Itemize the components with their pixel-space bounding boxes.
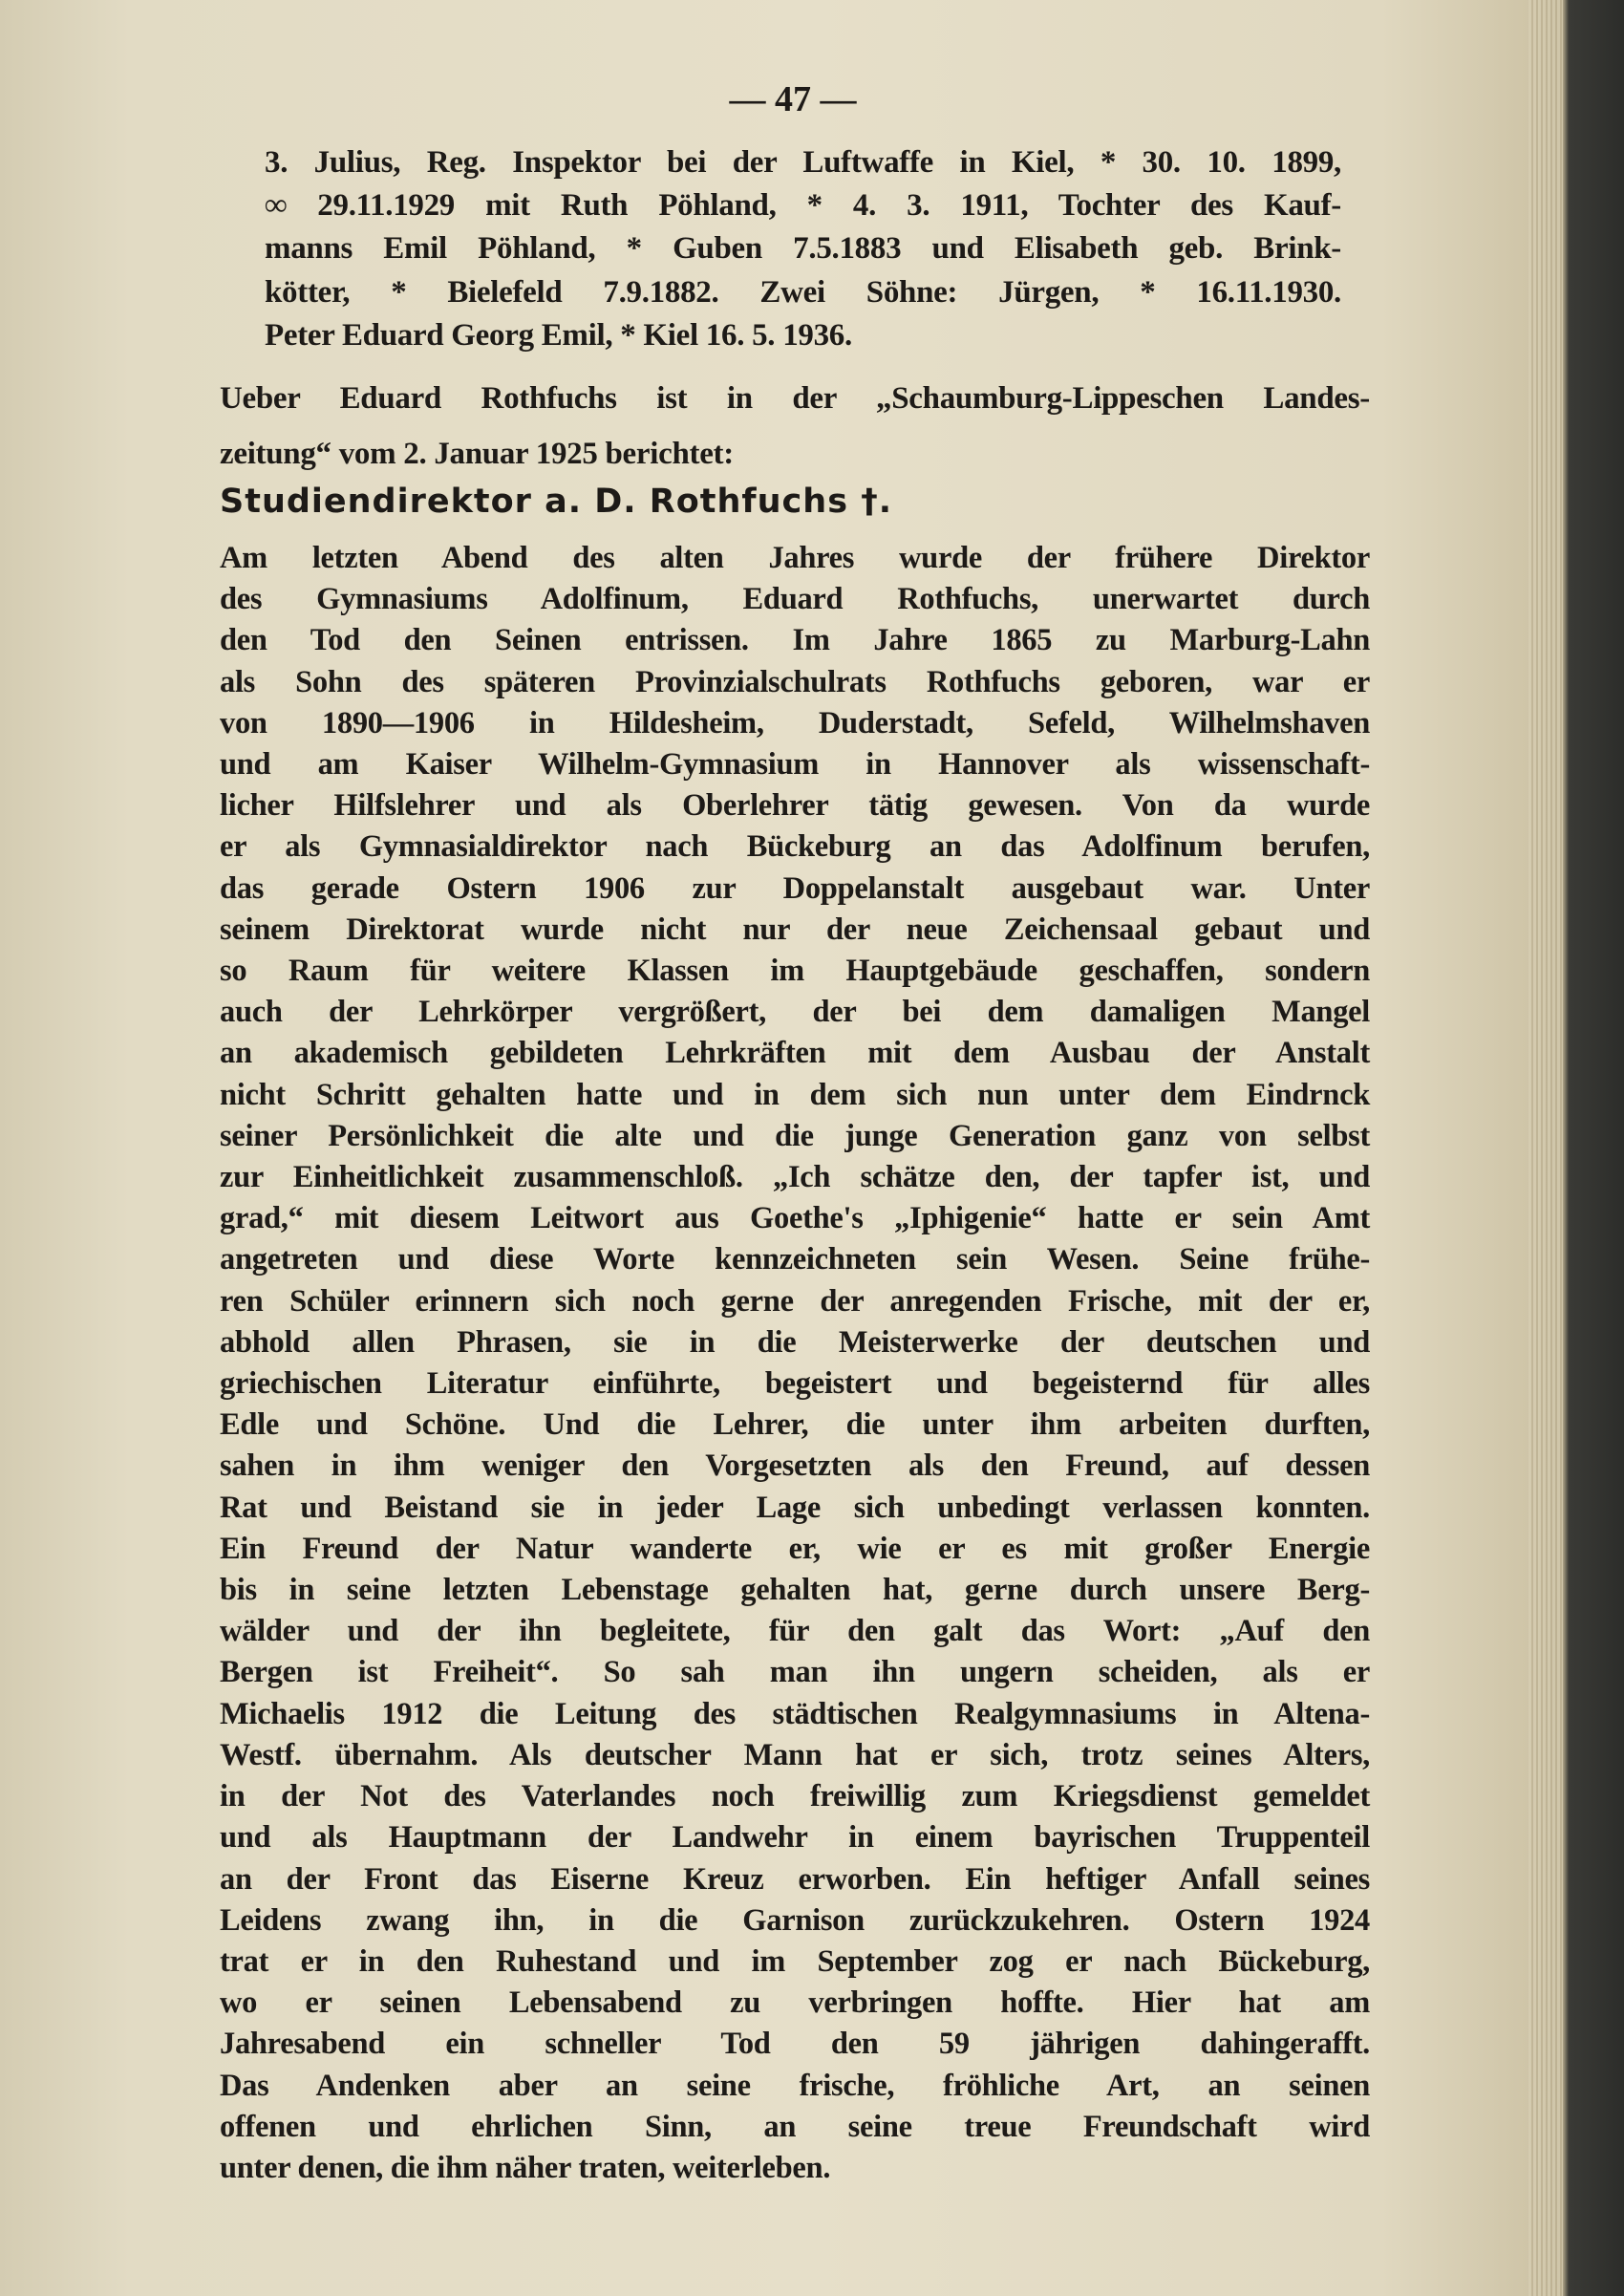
article-body bbox=[220, 538, 1370, 2189]
text-line: seiner Persönlichkeit die alte und die junge Generation ganz von selbst bbox=[220, 1118, 1370, 1153]
text-line: und als Hauptmann der Landwehr in einem bayrischen Truppenteil bbox=[220, 1820, 1370, 1856]
text-line: Bergen ist Freiheit“. So sah man ihn ungern scheiden, als er bbox=[220, 1655, 1370, 1690]
article-heading: Studiendirektor a. D. Rothfuchs †. bbox=[220, 483, 893, 521]
text-line: er als Gymnasialdirektor nach Bückeburg an das Adolfinum berufen, bbox=[220, 829, 1370, 865]
text-line: Leidens zwang ihn, in die Garnison zurückzukehren. Ostern 1924 bbox=[220, 1902, 1370, 1938]
page-number: — 47 — bbox=[729, 79, 857, 119]
text-line: angetreten und diese Worte kennzeichneten sein Wesen. Seine frühe- bbox=[220, 1242, 1370, 1277]
text-line: so Raum für weitere Klassen im Hauptgebäude geschaffen, sondern bbox=[220, 954, 1370, 989]
text-line: wälder und der ihn begleitete, für den galt das Wort: „Auf den bbox=[220, 1614, 1370, 1649]
text-line: Ueber Eduard Rothfuchs ist in der „Schaumburg-Lippeschen Landes- bbox=[220, 381, 1370, 416]
text-line: ∞ 29.11.1929 mit Ruth Pöhland, * 4. 3. 1911, Tochter des Kauf- bbox=[265, 188, 1341, 224]
family-entry-paragraph bbox=[265, 141, 1341, 357]
text-line: zur Einheitlichkeit zusammenschloß. „Ich schätze den, der tapfer ist, und bbox=[220, 1160, 1370, 1195]
text-line: von 1890—1906 in Hildesheim, Duderstadt, Sefeld, Wilhelmshaven bbox=[220, 705, 1370, 740]
text-line: bis in seine letzten Lebenstage gehalten hat, gerne durch unsere Berg- bbox=[220, 1573, 1370, 1608]
text-line: das gerade Ostern 1906 zur Doppelanstalt ausgebaut war. Unter bbox=[220, 870, 1370, 906]
text-line: licher Hilfslehrer und als Oberlehrer tätig gewesen. Von da wurde bbox=[220, 788, 1370, 824]
text-line: Michaelis 1912 die Leitung des städtischen Realgymnasiums in Altena- bbox=[220, 1696, 1370, 1731]
text-line: nicht Schritt gehalten hatte und in dem sich nun unter dem Eindrnck bbox=[220, 1077, 1370, 1112]
text-line: und am Kaiser Wilhelm-Gymnasium in Hannover als wissenschaft- bbox=[220, 747, 1370, 783]
text-line: 3. Julius, Reg. Inspektor bei der Luftwaffe in Kiel, * 30. 10. 1899, bbox=[265, 145, 1341, 180]
text-line: Am letzten Abend des alten Jahres wurde der frühere Direktor bbox=[220, 541, 1370, 575]
text-line: auch der Lehrkörper vergrößert, der bei dem damaligen Mangel bbox=[220, 995, 1370, 1030]
book-page-edge bbox=[1528, 0, 1563, 2296]
text-line: trat er in den Ruhestand und im September zog er nach Bückeburg, bbox=[220, 1943, 1370, 1979]
text-line: kötter, * Bielefeld 7.9.1882. Zwei Söhne: Jürgen, * 16.11.1930. bbox=[265, 274, 1341, 310]
text-line: den Tod den Seinen entrissen. Im Jahre 1865 zu Marburg-Lahn bbox=[220, 623, 1370, 658]
text-line: sahen in ihm weniger den Vorgesetzten als den Freund, auf dessen bbox=[220, 1448, 1370, 1484]
text-line: wo er seinen Lebensabend zu verbringen hoffte. Hier hat am bbox=[220, 1985, 1370, 2021]
text-line: ren Schüler erinnern sich noch gerne der anregenden Frische, mit der er, bbox=[220, 1283, 1370, 1319]
intro-paragraph bbox=[220, 371, 1370, 482]
text-line: Das Andenken aber an seine frische, fröhliche Art, an seinen bbox=[220, 2068, 1370, 2103]
text-line: unter denen, die ihm näher traten, weiterleben. bbox=[220, 2150, 831, 2185]
text-line: Ein Freund der Natur wanderte er, wie er es mit großer Energie bbox=[220, 1531, 1370, 1566]
text-line: Westf. übernahm. Als deutscher Mann hat er sich, trotz seines Alters, bbox=[220, 1737, 1370, 1772]
text-line: an der Front das Eiserne Kreuz erworben. Ein heftiger Anfall seines bbox=[220, 1861, 1370, 1897]
text-line: in der Not des Vaterlandes noch freiwillig zum Kriegsdienst gemeldet bbox=[220, 1779, 1370, 1814]
text-line: Edle und Schöne. Und die Lehrer, die unter ihm arbeiten durften, bbox=[220, 1407, 1370, 1443]
text-line: grad,“ mit diesem Leitwort aus Goethe's „Iphigenie“ hatte er sein Amt bbox=[220, 1201, 1370, 1236]
text-line: offenen und ehrlichen Sinn, an seine treue Freundschaft wird bbox=[220, 2109, 1370, 2144]
text-line: des Gymnasiums Adolfinum, Eduard Rothfuchs, unerwartet durch bbox=[220, 582, 1370, 617]
text-line: an akademisch gebildeten Lehrkräften mit dem Ausbau der Anstalt bbox=[220, 1036, 1370, 1071]
text-line: manns Emil Pöhland, * Guben 7.5.1883 und Elisabeth geb. Brink- bbox=[265, 231, 1341, 267]
text-line: Peter Eduard Georg Emil, * Kiel 16. 5. 1936. bbox=[265, 317, 852, 353]
text-line: zeitung“ vom 2. Januar 1925 berichtet: bbox=[220, 437, 734, 471]
text-line: Rat und Beistand sie in jeder Lage sich unbedingt verlassen konnten. bbox=[220, 1490, 1370, 1525]
text-line: seinem Direktorat wurde nicht nur der neue Zeichensaal gebaut und bbox=[220, 912, 1370, 947]
text-line: Jahresabend ein schneller Tod den 59 jährigen dahingerafft. bbox=[220, 2027, 1370, 2062]
text-line: abhold allen Phrasen, sie in die Meisterwerke der deutschen und bbox=[220, 1324, 1370, 1360]
text-line: als Sohn des späteren Provinzialschulrats Rothfuchs geboren, war er bbox=[220, 664, 1370, 699]
text-line: griechischen Literatur einführte, begeistert und begeisternd für alles bbox=[220, 1366, 1370, 1402]
